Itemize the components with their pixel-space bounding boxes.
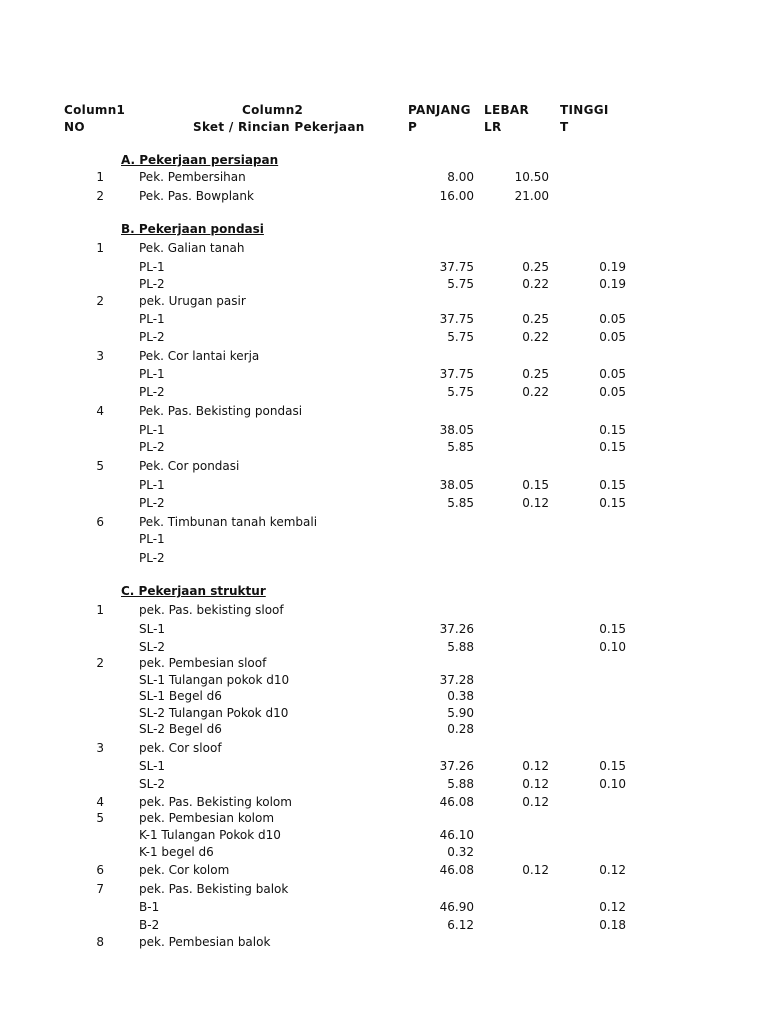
row-description[interactable]: PL-1 — [139, 532, 165, 546]
row-description[interactable]: SL-1 — [139, 759, 166, 773]
row-panjang[interactable]: 5.90 — [447, 706, 474, 720]
row-lebar[interactable]: 0.12 — [522, 496, 549, 510]
section-heading[interactable]: A. Pekerjaan persiapan — [121, 153, 279, 167]
row-panjang[interactable]: 0.28 — [447, 722, 474, 736]
row-tinggi[interactable]: 0.15 — [599, 478, 626, 492]
row-no[interactable]: 2 — [96, 656, 104, 670]
header-lebar[interactable]: LEBAR — [484, 103, 530, 117]
row-lebar[interactable]: 0.25 — [522, 260, 549, 274]
row-description[interactable]: SL-2 — [139, 777, 166, 791]
row-tinggi[interactable]: 0.15 — [599, 496, 626, 510]
row-lebar[interactable]: 0.22 — [522, 330, 549, 344]
row-no[interactable]: 4 — [96, 404, 104, 418]
row-tinggi[interactable]: 0.05 — [599, 385, 626, 399]
header-tinggi[interactable]: TINGGI — [560, 103, 609, 117]
row-description[interactable]: pek. Pembesian sloof — [139, 656, 267, 670]
row-description[interactable]: pek. Pas. Bekisting balok — [139, 882, 289, 896]
row-panjang[interactable]: 38.05 — [439, 423, 474, 437]
row-panjang[interactable]: 37.75 — [439, 260, 474, 274]
row-no[interactable]: 5 — [96, 459, 104, 473]
row-panjang[interactable]: 46.10 — [439, 828, 474, 842]
row-description[interactable]: PL-1 — [139, 312, 165, 326]
section-heading[interactable]: B. Pekerjaan pondasi — [121, 222, 264, 236]
row-tinggi[interactable]: 0.05 — [599, 367, 626, 381]
row-description[interactable]: pek. Cor sloof — [139, 741, 222, 755]
row-description[interactable]: SL-1 Begel d6 — [139, 689, 222, 703]
row-lebar[interactable]: 0.12 — [522, 795, 549, 809]
row-lebar[interactable]: 0.12 — [522, 777, 549, 791]
row-no[interactable]: 4 — [96, 795, 104, 809]
row-no[interactable]: 1 — [96, 603, 104, 617]
row-tinggi[interactable]: 0.15 — [599, 759, 626, 773]
row-panjang[interactable]: 0.32 — [447, 845, 474, 859]
row-panjang[interactable]: 5.88 — [447, 640, 474, 654]
row-panjang[interactable]: 5.85 — [447, 496, 474, 510]
row-description[interactable]: PL-2 — [139, 440, 165, 454]
row-description[interactable]: K-1 begel d6 — [139, 845, 214, 859]
row-lebar[interactable]: 0.25 — [522, 367, 549, 381]
row-description[interactable]: pek. Urugan pasir — [139, 294, 246, 308]
row-panjang[interactable]: 5.75 — [447, 385, 474, 399]
row-no[interactable]: 2 — [96, 189, 104, 203]
row-panjang[interactable]: 46.90 — [439, 900, 474, 914]
row-lebar[interactable]: 0.25 — [522, 312, 549, 326]
row-lebar[interactable]: 0.22 — [522, 385, 549, 399]
row-tinggi[interactable]: 0.05 — [599, 312, 626, 326]
row-description[interactable]: B-1 — [139, 900, 160, 914]
row-tinggi[interactable]: 0.15 — [599, 622, 626, 636]
row-tinggi[interactable]: 0.18 — [599, 918, 626, 932]
row-description[interactable]: SL-1 Tulangan pokok d10 — [139, 673, 290, 687]
header-lebar-sub[interactable]: LR — [484, 120, 502, 134]
row-no[interactable]: 3 — [96, 741, 104, 755]
row-description[interactable]: K-1 Tulangan Pokok d10 — [139, 828, 281, 842]
row-panjang[interactable]: 5.85 — [447, 440, 474, 454]
row-description[interactable]: pek. Pembesian balok — [139, 935, 271, 949]
row-panjang[interactable]: 38.05 — [439, 478, 474, 492]
row-description[interactable]: pek. Pas. Bekisting kolom — [139, 795, 292, 809]
row-panjang[interactable]: 46.08 — [439, 795, 474, 809]
row-tinggi[interactable]: 0.15 — [599, 423, 626, 437]
header-column2[interactable]: Column2 — [242, 103, 304, 117]
row-panjang[interactable]: 37.28 — [439, 673, 474, 687]
row-panjang[interactable]: 8.00 — [447, 170, 474, 184]
row-description[interactable]: PL-1 — [139, 367, 165, 381]
row-lebar[interactable]: 0.12 — [522, 759, 549, 773]
row-description[interactable]: Pek. Pas. Bekisting pondasi — [139, 404, 303, 418]
row-no[interactable]: 6 — [96, 863, 104, 877]
row-description[interactable]: PL-2 — [139, 330, 165, 344]
row-description[interactable]: B-2 — [139, 918, 160, 932]
row-panjang[interactable]: 6.12 — [447, 918, 474, 932]
row-panjang[interactable]: 37.26 — [439, 759, 474, 773]
row-panjang[interactable]: 37.26 — [439, 622, 474, 636]
header-no[interactable]: NO — [64, 120, 85, 134]
row-no[interactable]: 5 — [96, 811, 104, 825]
row-panjang[interactable]: 37.75 — [439, 367, 474, 381]
row-description[interactable]: Pek. Cor lantai kerja — [139, 349, 260, 363]
row-panjang[interactable]: 5.75 — [447, 330, 474, 344]
row-description[interactable]: Pek. Pas. Bowplank — [139, 189, 254, 203]
row-no[interactable]: 8 — [96, 935, 104, 949]
row-description[interactable]: pek. Cor kolom — [139, 863, 230, 877]
row-tinggi[interactable]: 0.05 — [599, 330, 626, 344]
row-tinggi[interactable]: 0.19 — [599, 277, 626, 291]
row-tinggi[interactable]: 0.12 — [599, 900, 626, 914]
row-no[interactable]: 1 — [96, 241, 104, 255]
row-tinggi[interactable]: 0.15 — [599, 440, 626, 454]
row-lebar[interactable]: 0.15 — [522, 478, 549, 492]
row-description[interactable]: PL-1 — [139, 423, 165, 437]
row-description[interactable]: PL-2 — [139, 551, 165, 565]
row-description[interactable]: PL-2 — [139, 385, 165, 399]
row-description[interactable]: PL-2 — [139, 496, 165, 510]
row-tinggi[interactable]: 0.19 — [599, 260, 626, 274]
row-lebar[interactable]: 21.00 — [514, 189, 549, 203]
header-panjang[interactable]: PANJANG — [408, 103, 471, 117]
row-lebar[interactable]: 10.50 — [514, 170, 549, 184]
row-no[interactable]: 3 — [96, 349, 104, 363]
row-lebar[interactable]: 0.22 — [522, 277, 549, 291]
row-description[interactable]: Pek. Galian tanah — [139, 241, 245, 255]
row-description[interactable]: PL-2 — [139, 277, 165, 291]
row-tinggi[interactable]: 0.10 — [599, 640, 626, 654]
row-description[interactable]: Pek. Timbunan tanah kembali — [139, 515, 318, 529]
row-panjang[interactable]: 0.38 — [447, 689, 474, 703]
section-heading[interactable]: C. Pekerjaan struktur — [121, 584, 266, 598]
row-description[interactable]: pek. Pas. bekisting sloof — [139, 603, 284, 617]
header-rincian[interactable]: Sket / Rincian Pekerjaan — [193, 120, 365, 134]
header-tinggi-sub[interactable]: T — [560, 120, 569, 134]
row-no[interactable]: 2 — [96, 294, 104, 308]
row-lebar[interactable]: 0.12 — [522, 863, 549, 877]
row-description[interactable]: SL-2 Begel d6 — [139, 722, 222, 736]
row-panjang[interactable]: 5.75 — [447, 277, 474, 291]
row-description[interactable]: PL-1 — [139, 478, 165, 492]
row-description[interactable]: pek. Pembesian kolom — [139, 811, 275, 825]
row-no[interactable]: 1 — [96, 170, 104, 184]
row-description[interactable]: SL-1 — [139, 622, 166, 636]
row-no[interactable]: 6 — [96, 515, 104, 529]
row-panjang[interactable]: 16.00 — [439, 189, 474, 203]
header-panjang-sub[interactable]: P — [408, 120, 418, 134]
row-tinggi[interactable]: 0.10 — [599, 777, 626, 791]
row-description[interactable]: SL-2 — [139, 640, 166, 654]
row-panjang[interactable]: 46.08 — [439, 863, 474, 877]
row-no[interactable]: 7 — [96, 882, 104, 896]
row-panjang[interactable]: 5.88 — [447, 777, 474, 791]
row-description[interactable]: Pek. Pembersihan — [139, 170, 246, 184]
row-panjang[interactable]: 37.75 — [439, 312, 474, 326]
row-description[interactable]: PL-1 — [139, 260, 165, 274]
row-description[interactable]: Pek. Cor pondasi — [139, 459, 240, 473]
row-tinggi[interactable]: 0.12 — [599, 863, 626, 877]
row-description[interactable]: SL-2 Tulangan Pokok d10 — [139, 706, 289, 720]
header-column1[interactable]: Column1 — [64, 103, 126, 117]
